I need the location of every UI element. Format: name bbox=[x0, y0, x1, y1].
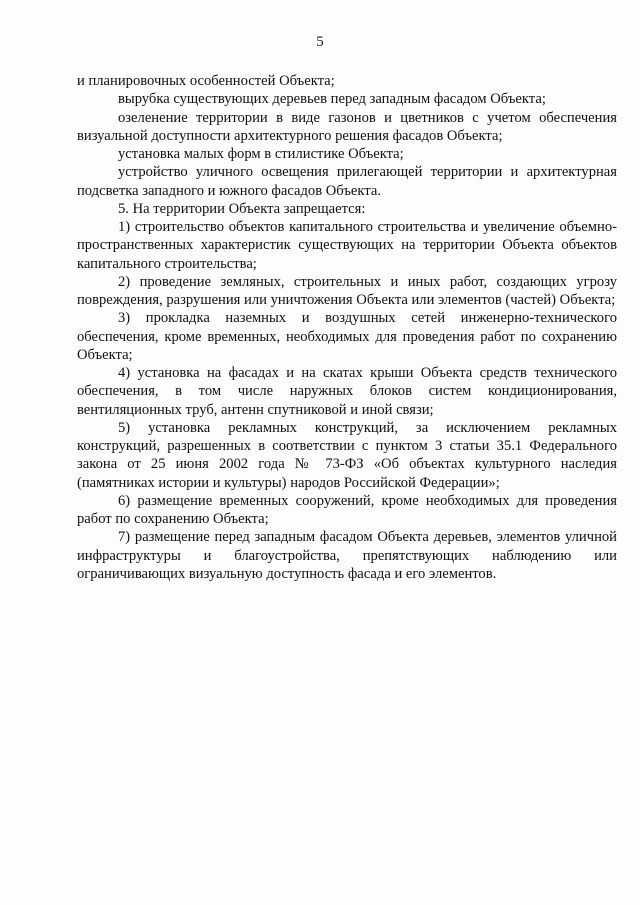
paragraph: озеленение территории в виде газонов и цветников с учетом обеспечения визуальной доступности архитектурного решения фасадов Объекта; bbox=[77, 109, 617, 144]
paragraph: 2) проведение земляных, строительных и иных работ, создающих угрозу повреждения, разрушения или уничтожения Объекта или элементов (частей) Объекта; bbox=[77, 273, 617, 308]
paragraph: и планировочных особенностей Объекта; bbox=[77, 73, 335, 89]
paragraph: 7) размещение перед западным фасадом Объекта деревьев, элементов уличной инфраструктуры и благоустройства, препятствующих наблюдению или ограничивающих визуальную доступность фасада и его элементов. bbox=[77, 529, 617, 582]
paragraph: 1) строительство объектов капитального строительства и увеличение объемно-пространственных характеристик существующих на территории Объекта объектов капитального строительства; bbox=[77, 219, 617, 272]
paragraph: установка малых форм в стилистике Объекта; bbox=[118, 146, 404, 162]
paragraph: вырубка существующих деревьев перед западным фасадом Объекта; bbox=[118, 91, 546, 108]
paragraph: 5) установка рекламных конструкций, за исключением рекламных конструкций, разрешенных в соответствии с пунктом 3 статьи 35.1 Федерального закона от 25 июня 2002 года № 73-ФЗ «Об объектах культурного наследия (памятниках истории и культуры) народов Российской Федерации»; bbox=[77, 419, 617, 491]
paragraph: 5. На территории Объекта запрещается: bbox=[118, 200, 366, 217]
document-body bbox=[77, 72, 617, 583]
page-number: 5 bbox=[316, 34, 324, 50]
paragraph: 6) размещение временных сооружений, кроме необходимых для проведения работ по сохранению Объекта; bbox=[77, 492, 617, 527]
paragraph: устройство уличного освещения прилегающей территории и архитектурная подсветка западного и южного фасадов Объекта. bbox=[77, 164, 617, 199]
paragraph: 4) установка на фасадах и на скатах крыши Объекта средств технического обеспечения, в том числе наружных блоков систем кондиционирования, вентиляционных труб, антенн спутниковой и иной связи; bbox=[77, 365, 617, 418]
paragraph: 3) прокладка наземных и воздушных сетей инженерно-технического обеспечения, кроме временных, необходимых для проведения работ по сохранению Объекта; bbox=[77, 310, 617, 363]
